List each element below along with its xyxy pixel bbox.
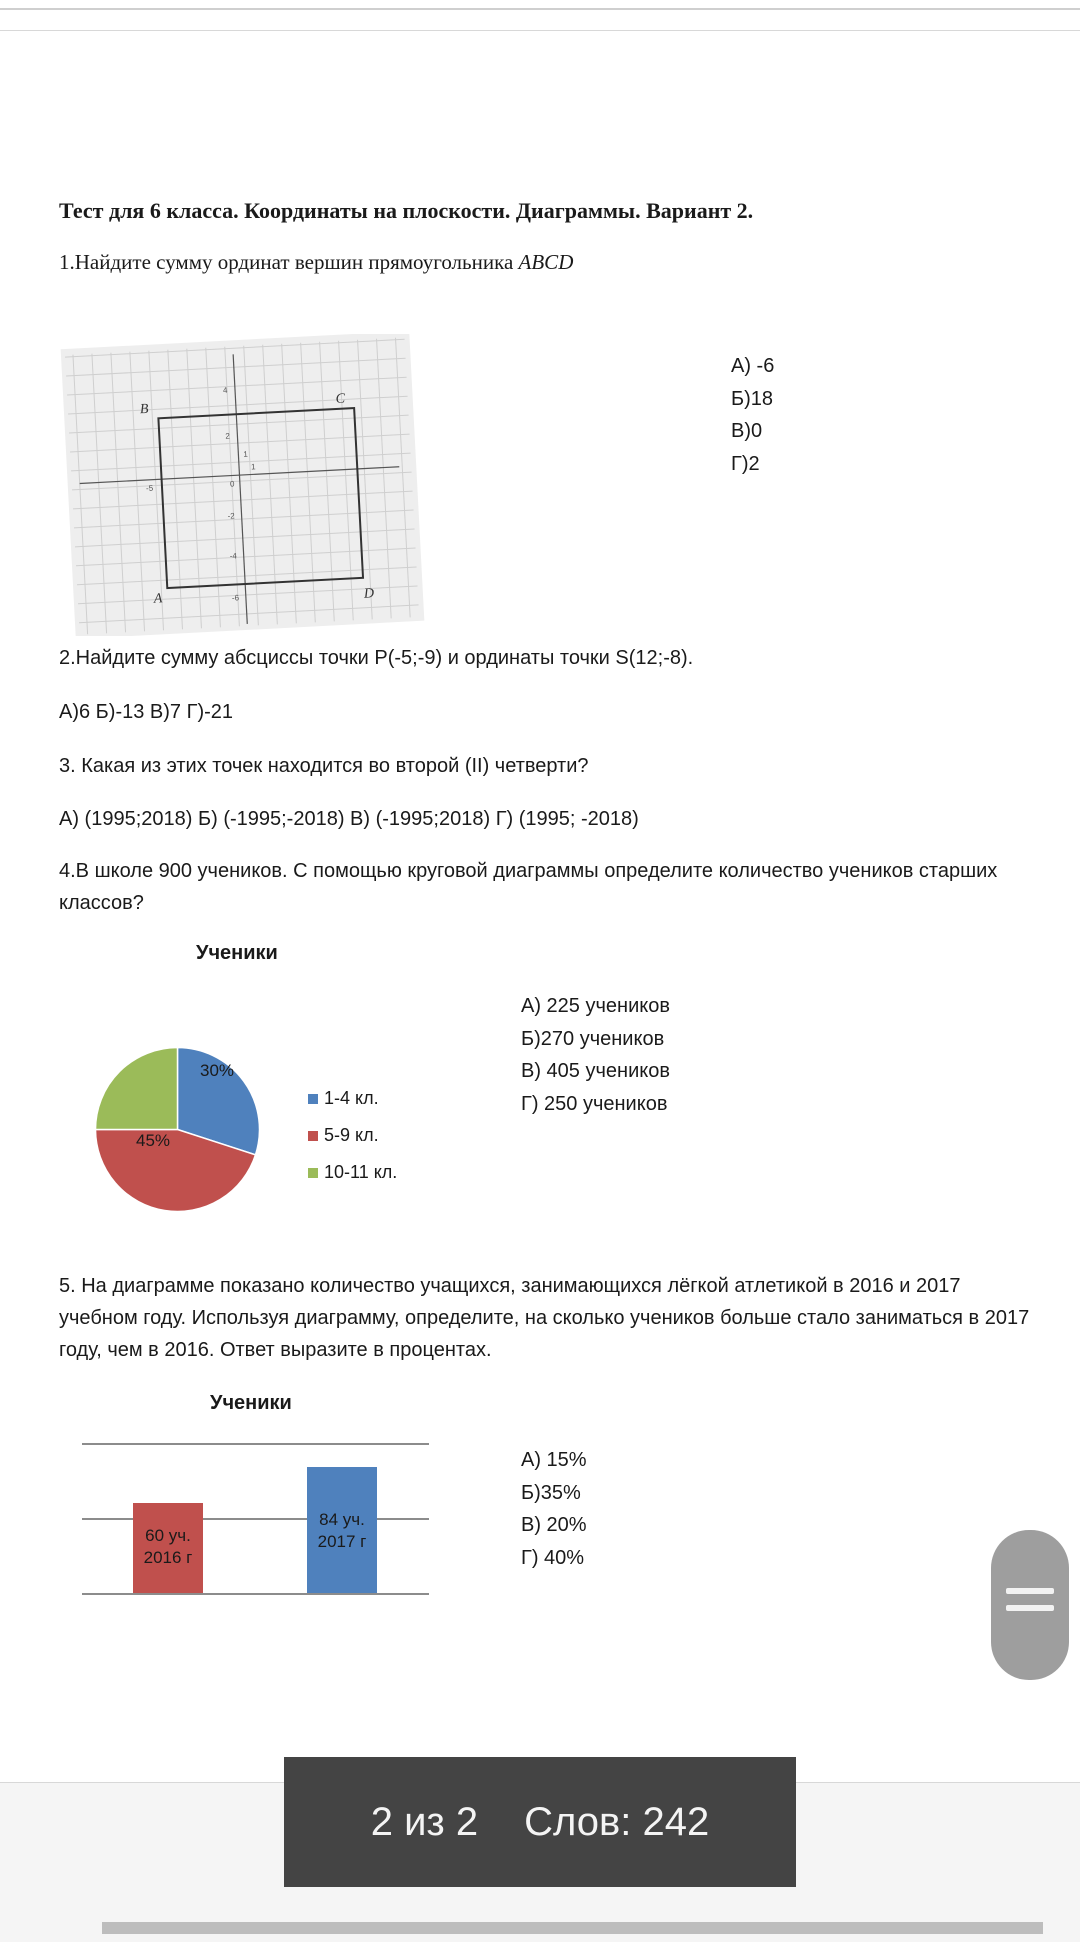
answer-option: А) -6 [731, 355, 775, 377]
legend-label: 5-9 кл. [324, 1125, 379, 1145]
tick-label: 1 [243, 449, 249, 459]
legend-item [308, 1154, 397, 1191]
coordinate-grid-image [60, 334, 425, 636]
question-5-options [521, 1444, 587, 1574]
bar-value-label: 84 уч. [319, 1510, 365, 1529]
tick-label: -2 [227, 511, 235, 521]
scroll-handle[interactable] [991, 1530, 1069, 1680]
axis-line [82, 1593, 429, 1595]
handle-grip-icon [1006, 1605, 1054, 1611]
legend-label: 1-4 кл. [324, 1088, 379, 1108]
pie-slice-10-11 [96, 1048, 178, 1130]
legend-swatch [308, 1168, 318, 1178]
tick-label: 0 [229, 479, 235, 489]
rectangle-name: ABCD [518, 250, 574, 274]
legend-swatch [308, 1131, 318, 1141]
toolbar-divider [0, 8, 1080, 10]
pie-chart-title: Ученики [196, 942, 278, 964]
tick-label: 4 [222, 385, 228, 395]
page-indicator-badge [284, 1757, 796, 1887]
tick-label: 2 [225, 431, 231, 441]
answer-option: В)0 [731, 420, 763, 442]
handle-grip-icon [1006, 1588, 1054, 1594]
pie-legend [308, 1080, 397, 1191]
top-toolbar [0, 0, 1080, 32]
answer-option: Б)18 [731, 387, 774, 410]
data-label-5-9: 45% [136, 1131, 171, 1150]
bar-2017-label [307, 1509, 377, 1553]
word-count: Слов: 242 [524, 1799, 710, 1844]
question-4-options [521, 990, 670, 1120]
answer-option: Г) 250 учеников [521, 1092, 668, 1115]
answer-option: Г)2 [731, 452, 760, 475]
answer-option: В) 20% [521, 1514, 587, 1536]
legend-label: 10-11 кл. [324, 1162, 398, 1182]
gridline [82, 1443, 429, 1445]
bar-value-label: 60 уч. [145, 1526, 191, 1545]
legend-swatch [308, 1094, 318, 1104]
vertex-label-c: C [335, 391, 346, 407]
question-1 [59, 246, 573, 278]
answer-option: В) 405 учеников [521, 1060, 670, 1082]
legend-item [308, 1117, 397, 1154]
document-page [0, 32, 1080, 1782]
answer-option: Б)270 учеников [521, 1027, 665, 1050]
question-3-text: 3. Какая из этих точек находится во второй (II) четверти? [59, 755, 589, 777]
tick-label: 1 [250, 462, 256, 472]
question-3-options: А) (1995;2018) Б) (-1995;-2018) В) (-1995;2018) Г) (1995; -2018) [59, 808, 639, 830]
question-1-text: 1.Найдите сумму ординат вершин прямоугольника [59, 250, 519, 274]
answer-option: А) 225 учеников [521, 995, 670, 1017]
tick-label: -5 [145, 483, 154, 494]
horizontal-scrollbar[interactable] [102, 1922, 1043, 1934]
toolbar-divider [0, 30, 1080, 31]
test-title: Тест для 6 класса. Координаты на плоскости. Диаграммы. Вариант 2. [59, 198, 754, 223]
vertex-label-b: B [139, 401, 149, 418]
data-label-1-4: 30% [200, 1061, 235, 1080]
question-2-options: А)6 Б)-13 В)7 Г)-21 [59, 701, 234, 723]
answer-option: Б)35% [521, 1481, 581, 1504]
vertex-label-d: D [363, 586, 375, 602]
bar-chart-title: Ученики [210, 1392, 292, 1414]
tick-label: -6 [231, 593, 240, 603]
answer-option: Г) 40% [521, 1546, 585, 1569]
tick-label: -4 [229, 551, 238, 561]
question-2-text: 2.Найдите сумму абсциссы точки Р(-5;-9) и ординаты точки S(12;-8). [59, 647, 694, 669]
legend-item [308, 1080, 397, 1117]
page-indicator: 2 из 2 [370, 1799, 479, 1844]
bar-2016-label [133, 1525, 203, 1569]
pie-chart [90, 1042, 265, 1217]
vertex-label-a: A [153, 591, 163, 607]
answer-option: А) 15% [521, 1449, 587, 1471]
bar-year-label: 2017 г [317, 1532, 367, 1551]
question-1-options [731, 350, 774, 480]
bar-year-label: 2016 г [143, 1548, 193, 1567]
question-4-text: 4.В школе 900 учеников. С помощью круговой диаграммы определите количество учеников старших классов? [59, 860, 998, 914]
question-5-text: 5. На диаграмме показано количество учащихся, занимающихся лёгкой атлетикой в 2016 и 2017 учебном году. Используя диаграмму, определите, на сколько учеников больше стало заниматься в 2017 году, чем в 2016. Ответ выразите в процентах. [59, 1275, 1030, 1361]
